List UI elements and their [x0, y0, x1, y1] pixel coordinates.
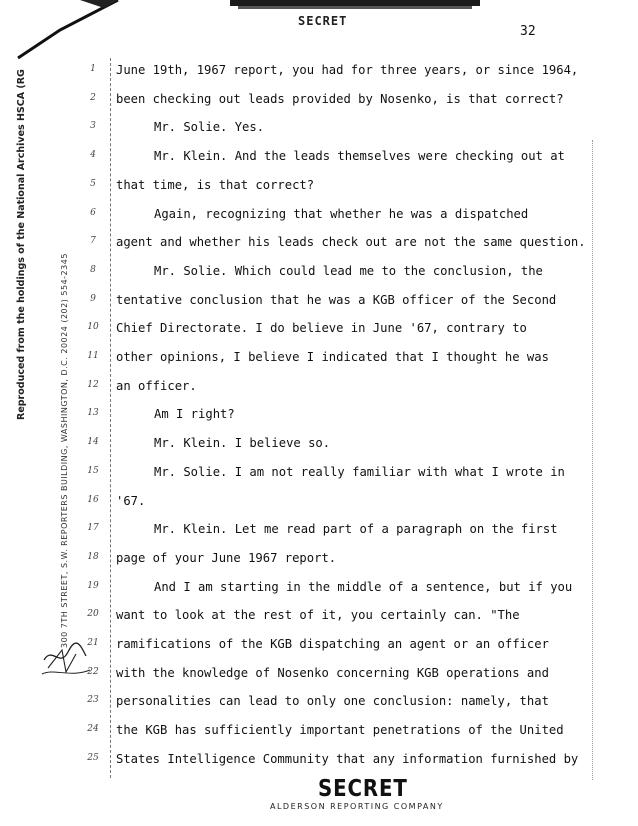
line-number: 4 [90, 150, 96, 160]
transcript-line: Mr. Klein. Let me read part of a paragraph on the first [154, 522, 558, 536]
transcript-line: ramifications of the KGB dispatching an agent or an officer [116, 637, 549, 651]
transcript-line: States Intelligence Community that any information furnished by [116, 752, 579, 766]
line-number: 3 [90, 121, 96, 131]
line-number: 11 [87, 351, 99, 361]
line-number: 14 [87, 437, 99, 447]
footer-classification-stamp: SECRET [318, 776, 408, 802]
line-number: 13 [87, 408, 99, 418]
transcript-line: been checking out leads provided by Nosenko, is that correct? [116, 92, 564, 106]
transcript-line: agent and whether his leads check out are not the same question. [116, 235, 586, 249]
line-number: 25 [87, 753, 99, 763]
reporting-company-name: ALDERSON REPORTING COMPANY [270, 802, 444, 811]
transcript-line: And I am starting in the middle of a sentence, but if you [154, 580, 573, 594]
line-number: 12 [87, 380, 99, 390]
line-number: 1 [90, 64, 96, 74]
line-number: 22 [87, 667, 99, 677]
transcript-line: Mr. Solie. Which could lead me to the conclusion, the [154, 264, 543, 278]
line-number: 15 [87, 466, 99, 476]
handwritten-initials-mark [40, 638, 92, 682]
transcript-line: tentative conclusion that he was a KGB officer of the Second [116, 293, 557, 307]
archive-provenance-note: Reproduced from the holdings of the National Archives HSCA (RG [16, 69, 27, 420]
folded-corner-mark [0, 0, 120, 70]
transcript-line: Chief Directorate. I do believe in June '67, contrary to [116, 321, 527, 335]
transcript-line: personalities can lead to only one conclusion: namely, that [116, 694, 549, 708]
left-margin-rule [110, 58, 111, 778]
page-number: 32 [520, 24, 536, 39]
line-number: 7 [90, 236, 96, 246]
line-number: 9 [90, 294, 96, 304]
transcript-line: Mr. Solie. I am not really familiar with what I wrote in [154, 465, 565, 479]
line-number: 6 [90, 208, 96, 218]
top-redaction-shadow [238, 6, 472, 9]
transcript-line: page of your June 1967 report. [116, 551, 337, 565]
line-number: 20 [87, 609, 99, 619]
transcript-line: the KGB has sufficiently important penetrations of the United [116, 723, 564, 737]
line-number: 10 [87, 322, 99, 332]
line-number: 21 [87, 638, 99, 648]
line-number: 23 [87, 695, 99, 705]
transcript-line: Mr. Klein. And the leads themselves were checking out at [154, 149, 565, 163]
right-margin-rule [592, 140, 593, 780]
transcript-line: Mr. Solie. Yes. [154, 120, 265, 134]
reporter-address: 300 7TH STREET, S.W. REPORTERS BUILDING, WASHINGTON, D.C. 20024 (202) 554-2345 [60, 253, 69, 648]
transcript-line: Am I right? [154, 407, 235, 421]
line-number: 5 [90, 179, 96, 189]
line-number: 17 [87, 523, 99, 533]
line-number: 19 [87, 581, 99, 591]
transcript-line: an officer. [116, 379, 197, 393]
line-number: 24 [87, 724, 99, 734]
header-classification-mark: SECRET [298, 14, 348, 28]
transcript-line: Again, recognizing that whether he was a dispatched [154, 207, 529, 221]
line-number: 16 [87, 495, 99, 505]
transcript-line: '67. [116, 494, 146, 508]
transcript-line: other opinions, I believe I indicated that I thought he was [116, 350, 549, 364]
transcript-line: Mr. Klein. I believe so. [154, 436, 331, 450]
transcript-line: want to look at the rest of it, you certainly can. "The [116, 608, 520, 622]
line-number: 8 [90, 265, 96, 275]
transcript-line: with the knowledge of Nosenko concerning KGB operations and [116, 666, 549, 680]
transcript-line: June 19th, 1967 report, you had for three years, or since 1964, [116, 63, 579, 77]
line-number: 2 [90, 93, 96, 103]
transcript-line: that time, is that correct? [116, 178, 315, 192]
line-number: 18 [87, 552, 99, 562]
